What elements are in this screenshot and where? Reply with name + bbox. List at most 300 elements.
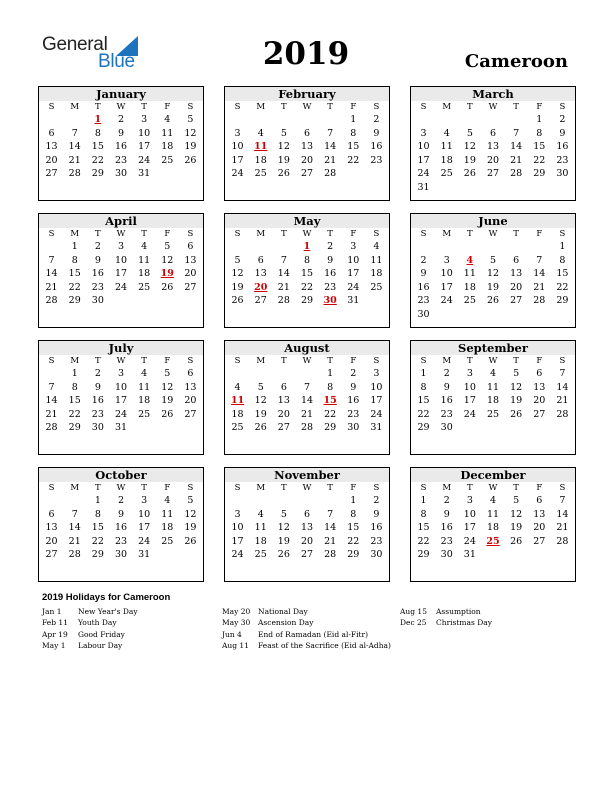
day-cell: 9 <box>443 508 450 520</box>
empty-cell <box>481 113 504 127</box>
day-cell: 19 <box>254 408 267 420</box>
weekday-label: F <box>350 356 357 366</box>
day-cell: 15 <box>347 522 360 534</box>
day-cell: 1 <box>350 495 357 506</box>
day-cell: 14 <box>45 268 58 280</box>
day-cell: 29 <box>91 549 104 561</box>
holiday-name: New Year's Day <box>78 607 138 616</box>
day-cell: 19 <box>161 395 174 407</box>
day-cell: 10 <box>231 522 244 534</box>
month-name: January <box>39 87 203 101</box>
day-cell: 9 <box>94 381 101 393</box>
day-cell: 10 <box>231 141 244 153</box>
day-cell: 20 <box>45 535 58 547</box>
day-cell: 6 <box>280 381 287 393</box>
day-cell: 26 <box>277 168 290 180</box>
day-cell: 26 <box>254 422 267 434</box>
day-cell: 18 <box>231 408 244 420</box>
day-cell: 28 <box>533 295 546 307</box>
day-cell: 16 <box>347 395 360 407</box>
day-cell: 2 <box>327 241 334 252</box>
day-cell: 17 <box>114 395 128 407</box>
day-cell: 4 <box>257 508 264 520</box>
weekday-label: S <box>187 102 194 112</box>
weekday-label: W <box>302 356 312 366</box>
day-cell: 30 <box>114 168 128 180</box>
day-cell: 14 <box>556 381 569 393</box>
day-cell: 16 <box>370 141 383 153</box>
day-cell: 26 <box>510 535 523 547</box>
day-cell: 23 <box>370 154 383 166</box>
day-cell: 23 <box>114 535 128 547</box>
weekday-label: F <box>350 229 357 239</box>
weekday-label: T <box>467 483 473 493</box>
empty-cell <box>295 367 318 381</box>
day-cell: 7 <box>48 381 55 393</box>
weekday-label: T <box>327 229 333 239</box>
empty-cell <box>458 113 481 127</box>
day-cell: 23 <box>440 535 453 547</box>
empty-cell <box>226 113 249 127</box>
weekday-label: T <box>95 229 101 239</box>
empty-cell <box>272 494 295 508</box>
day-cell: 12 <box>486 268 500 280</box>
day-cell: 28 <box>324 168 337 180</box>
day-cell: 22 <box>417 535 430 547</box>
weekday-label: S <box>373 102 380 112</box>
day-cell: 23 <box>347 408 360 420</box>
day-cell: 17 <box>417 154 430 166</box>
weekday-label: W <box>488 356 498 366</box>
day-cell: 5 <box>234 254 241 266</box>
day-cell: 3 <box>141 114 148 125</box>
day-cell: 3 <box>350 241 357 252</box>
day-cell: 8 <box>94 127 101 139</box>
day-cell: 4 <box>164 495 171 506</box>
month-name: October <box>39 468 203 482</box>
day-cell: 13 <box>300 522 314 534</box>
day-cell: 23 <box>440 408 453 420</box>
weekday-label: S <box>234 102 241 112</box>
day-cell: 17 <box>463 522 476 534</box>
day-cell: 9 <box>94 254 101 266</box>
day-cell: 9 <box>443 381 450 393</box>
day-cell: 7 <box>327 127 334 139</box>
day-cell: 24 <box>370 408 383 420</box>
weekday-label: W <box>116 102 126 112</box>
day-cell: 1 <box>71 241 78 252</box>
weekday-label: S <box>48 229 55 239</box>
day-cell: 18 <box>161 522 174 534</box>
holiday-name: Assumption <box>436 607 481 616</box>
empty-cell <box>319 494 342 508</box>
day-cell: 10 <box>138 508 151 520</box>
day-cell: 25 <box>370 281 383 293</box>
weekday-label: T <box>513 483 519 493</box>
weekday-label: W <box>488 229 498 239</box>
day-cell: 26 <box>161 408 174 420</box>
day-cell: 20 <box>533 522 546 534</box>
day-cell: 3 <box>234 508 241 520</box>
empty-cell <box>505 240 528 254</box>
day-cell: 1 <box>350 114 357 125</box>
weekday-label: S <box>373 356 380 366</box>
day-cell: 25 <box>231 422 244 434</box>
day-cell: 21 <box>300 408 314 420</box>
day-cell: 11 <box>440 141 453 153</box>
day-cell: 30 <box>440 422 453 434</box>
empty-cell <box>295 494 318 508</box>
empty-cell <box>40 240 63 254</box>
day-cell: 5 <box>164 241 171 252</box>
holiday-date: Apr 19 <box>42 629 68 639</box>
month-name: July <box>39 341 203 355</box>
day-cell: 27 <box>510 295 523 307</box>
holiday-date: Jun 4 <box>222 629 242 639</box>
day-cell: 21 <box>45 281 58 293</box>
day-cell: 23 <box>370 535 383 547</box>
day-cell: 16 <box>91 395 104 407</box>
day-cell: 14 <box>324 522 337 534</box>
weekday-label: S <box>234 483 241 493</box>
day-cell: 24 <box>463 535 476 547</box>
day-cell: 4 <box>443 127 450 139</box>
day-cell: 16 <box>114 522 128 534</box>
day-cell: 27 <box>533 408 546 420</box>
day-cell: 11 <box>161 127 174 139</box>
day-cell: 26 <box>184 154 197 166</box>
day-cell: 29 <box>68 422 81 434</box>
country-name: Cameroon <box>464 51 568 72</box>
day-cell: 15 <box>347 141 360 153</box>
day-cell: 2 <box>117 114 125 125</box>
day-cell: 9 <box>117 127 125 139</box>
empty-cell <box>226 367 249 381</box>
holiday-entry <box>222 618 391 629</box>
holiday-column <box>400 607 492 630</box>
day-cell: 21 <box>324 535 337 547</box>
day-cell: 15 <box>300 268 314 280</box>
empty-cell <box>249 113 272 127</box>
day-cell: 29 <box>68 295 81 307</box>
day-cell: 8 <box>327 381 334 393</box>
day-cell: 9 <box>373 127 380 139</box>
day-cell: 1 <box>420 368 427 379</box>
day-cell: 6 <box>257 254 264 266</box>
day-cell: 11 <box>486 381 500 393</box>
month-name: March <box>411 87 575 101</box>
day-cell: 31 <box>138 549 151 561</box>
weekday-label: S <box>234 229 241 239</box>
weekday-label: S <box>420 356 427 366</box>
day-cell: 20 <box>45 154 58 166</box>
holiday-date: May 20 <box>222 607 251 616</box>
holiday-entry <box>42 630 138 641</box>
day-cell: 23 <box>324 281 337 293</box>
day-cell: 26 <box>231 295 244 307</box>
weekday-label: W <box>488 102 498 112</box>
month-july <box>38 340 204 455</box>
weekday-label: F <box>536 229 543 239</box>
day-cell: 7 <box>513 127 520 139</box>
day-cell: 24 <box>440 295 453 307</box>
day-cell: 27 <box>184 408 197 420</box>
day-cell: 15 <box>417 522 430 534</box>
day-cell: 12 <box>184 127 197 139</box>
day-cell: 31 <box>114 422 128 434</box>
day-cell: 25 <box>161 154 174 166</box>
day-cell: 27 <box>533 535 546 547</box>
holiday-entry <box>400 618 492 629</box>
day-cell: 19 <box>184 141 197 153</box>
day-cell: 28 <box>277 295 290 307</box>
weekday-label: S <box>187 356 194 366</box>
day-cell: 31 <box>370 422 383 434</box>
day-cell: 18 <box>254 535 267 547</box>
empty-cell <box>505 113 528 127</box>
day-cell: 31 <box>347 295 360 307</box>
day-cell: 4 <box>257 127 264 139</box>
day-cell: 25 <box>161 535 174 547</box>
day-cell: 25 <box>138 281 151 293</box>
day-cell: 17 <box>231 154 244 166</box>
day-cell: 10 <box>114 381 128 393</box>
day-cell: 22 <box>68 408 81 420</box>
day-cell: 28 <box>300 422 314 434</box>
day-cell: 29 <box>556 295 569 307</box>
weekday-label: T <box>141 483 147 493</box>
day-cell: 12 <box>161 381 174 393</box>
empty-cell <box>412 113 435 127</box>
weekday-label: T <box>327 483 333 493</box>
month-may <box>224 213 390 328</box>
empty-cell <box>40 367 63 381</box>
empty-cell <box>226 494 249 508</box>
day-cell: 27 <box>277 422 290 434</box>
day-cell: 12 <box>161 254 174 266</box>
empty-cell <box>249 367 272 381</box>
day-cell: 25 <box>486 408 500 420</box>
day-cell: 19 <box>184 522 197 534</box>
day-cell: 3 <box>234 127 241 139</box>
day-cell: 13 <box>277 395 290 407</box>
calendar-year: 2019 <box>262 36 350 72</box>
day-cell: 17 <box>463 395 476 407</box>
day-cell: 5 <box>187 114 194 125</box>
weekday-label: M <box>256 229 266 239</box>
day-cell: 21 <box>68 154 81 166</box>
day-cell: 8 <box>559 254 566 266</box>
day-cell: 23 <box>91 408 104 420</box>
weekday-label: T <box>281 483 287 493</box>
weekday-label: T <box>95 356 101 366</box>
day-cell: 11 <box>254 522 267 534</box>
holiday-entry <box>400 607 492 618</box>
day-cell: 18 <box>254 154 267 166</box>
day-cell: 8 <box>536 127 543 139</box>
day-cell: 24 <box>114 281 128 293</box>
day-cell: 1 <box>536 114 543 125</box>
day-cell: 25 <box>254 168 267 180</box>
day-cell: 28 <box>510 168 523 180</box>
day-cell: 13 <box>184 254 197 266</box>
day-cell: 16 <box>417 281 430 293</box>
weekday-label: T <box>467 356 473 366</box>
day-cell: 10 <box>463 508 476 520</box>
day-cell: 26 <box>277 549 290 561</box>
day-cell: 11 <box>138 381 151 393</box>
day-cell: 11 <box>370 254 383 266</box>
holiday-name: National Day <box>258 607 308 616</box>
day-cell: 24 <box>347 281 360 293</box>
day-cell: 19 <box>486 281 500 293</box>
day-cell: 29 <box>324 422 337 434</box>
empty-cell <box>272 367 295 381</box>
empty-cell <box>435 113 458 127</box>
day-cell: 3 <box>141 495 148 506</box>
weekday-label: S <box>559 483 566 493</box>
weekday-label: S <box>559 102 566 112</box>
day-cell: 30 <box>370 549 383 561</box>
weekday-label: S <box>187 229 194 239</box>
weekday-label: T <box>467 102 473 112</box>
weekday-label: M <box>70 102 80 112</box>
day-cell: 12 <box>510 508 523 520</box>
day-cell: 24 <box>138 535 151 547</box>
logo-text-general: General <box>42 34 108 55</box>
day-cell: 28 <box>556 408 569 420</box>
day-cell: 9 <box>420 268 427 280</box>
empty-cell <box>249 494 272 508</box>
day-cell: 14 <box>68 522 81 534</box>
day-cell: 12 <box>184 508 197 520</box>
day-cell: 9 <box>350 381 357 393</box>
empty-cell <box>272 240 295 254</box>
day-cell: 19 <box>277 154 290 166</box>
day-cell: 5 <box>164 368 171 379</box>
day-cell: 24 <box>231 168 244 180</box>
weekday-label: W <box>302 102 312 112</box>
weekday-label: W <box>302 229 312 239</box>
weekday-label: W <box>116 229 126 239</box>
holiday-name: Youth Day <box>78 618 117 628</box>
day-cell: 30 <box>114 549 128 561</box>
weekday-label: S <box>373 229 380 239</box>
day-cell: 30 <box>347 422 360 434</box>
day-cell: 2 <box>443 368 450 379</box>
day-cell: 30 <box>556 168 569 180</box>
day-cell: 16 <box>91 268 104 280</box>
day-cell: 4 <box>141 368 148 379</box>
day-cell: 30 <box>91 295 104 307</box>
day-cell: 23 <box>417 295 430 307</box>
day-cell: 9 <box>327 254 334 266</box>
day-cell: 27 <box>184 281 197 293</box>
day-cell: 17 <box>347 268 360 280</box>
day-cell: 20 <box>533 395 546 407</box>
day-cell: 11 <box>138 254 151 266</box>
weekday-label: M <box>442 229 452 239</box>
weekday-label: T <box>141 356 147 366</box>
weekday-label: W <box>488 483 498 493</box>
holiday-entry <box>222 607 391 618</box>
day-cell: 4 <box>164 114 171 125</box>
months-grid <box>38 86 576 582</box>
weekday-label: T <box>327 356 333 366</box>
day-cell: 11 <box>161 508 174 520</box>
holiday-date: Aug 15 <box>400 607 427 616</box>
day-cell: 18 <box>463 281 476 293</box>
day-cell: 8 <box>420 381 427 393</box>
day-cell: 20 <box>184 395 197 407</box>
day-cell: 28 <box>68 168 81 180</box>
day-cell: 13 <box>533 381 546 393</box>
empty-cell <box>319 113 342 127</box>
holiday-entry <box>42 641 138 652</box>
day-cell: 24 <box>231 549 244 561</box>
day-cell: 24 <box>417 168 430 180</box>
day-cell: 5 <box>280 127 287 139</box>
holiday-column <box>42 607 138 652</box>
day-cell: 1 <box>327 368 334 379</box>
day-cell: 27 <box>300 168 314 180</box>
day-cell: 15 <box>556 268 569 280</box>
day-cell: 20 <box>510 281 523 293</box>
day-cell: 15 <box>417 395 430 407</box>
month-name: June <box>411 214 575 228</box>
day-cell: 23 <box>91 281 104 293</box>
day-cell: 7 <box>559 495 566 506</box>
day-cell: 17 <box>138 522 151 534</box>
holiday-day-cell: 1 <box>94 114 102 125</box>
day-cell: 14 <box>556 508 569 520</box>
day-cell: 17 <box>114 268 128 280</box>
day-cell: 27 <box>254 295 267 307</box>
day-cell: 3 <box>443 254 450 266</box>
day-cell: 13 <box>184 381 197 393</box>
weekday-label: T <box>95 483 101 493</box>
logo-text-blue: Blue <box>98 51 135 72</box>
day-cell: 6 <box>536 495 543 506</box>
day-cell: 21 <box>68 535 81 547</box>
day-cell: 22 <box>91 535 104 547</box>
day-cell: 7 <box>71 508 78 520</box>
day-cell: 18 <box>370 268 383 280</box>
month-june <box>410 213 576 328</box>
day-cell: 29 <box>533 168 546 180</box>
day-cell: 17 <box>440 281 453 293</box>
day-cell: 6 <box>536 368 543 379</box>
weekday-label: M <box>70 229 80 239</box>
day-cell: 12 <box>231 268 244 280</box>
day-cell: 23 <box>556 154 569 166</box>
day-cell: 26 <box>184 535 197 547</box>
holiday-date: Dec 25 <box>400 618 427 628</box>
day-cell: 14 <box>324 141 337 153</box>
day-cell: 2 <box>443 495 450 506</box>
day-cell: 22 <box>300 281 314 293</box>
day-cell: 27 <box>300 549 314 561</box>
holiday-entry <box>222 630 391 641</box>
day-cell: 14 <box>277 268 290 280</box>
holiday-date: May 1 <box>42 640 66 650</box>
holiday-day-cell: 11 <box>254 141 268 153</box>
weekday-label: T <box>327 102 333 112</box>
day-cell: 26 <box>463 168 476 180</box>
day-cell: 15 <box>68 268 81 280</box>
weekday-label: M <box>442 483 452 493</box>
day-cell: 7 <box>559 368 566 379</box>
